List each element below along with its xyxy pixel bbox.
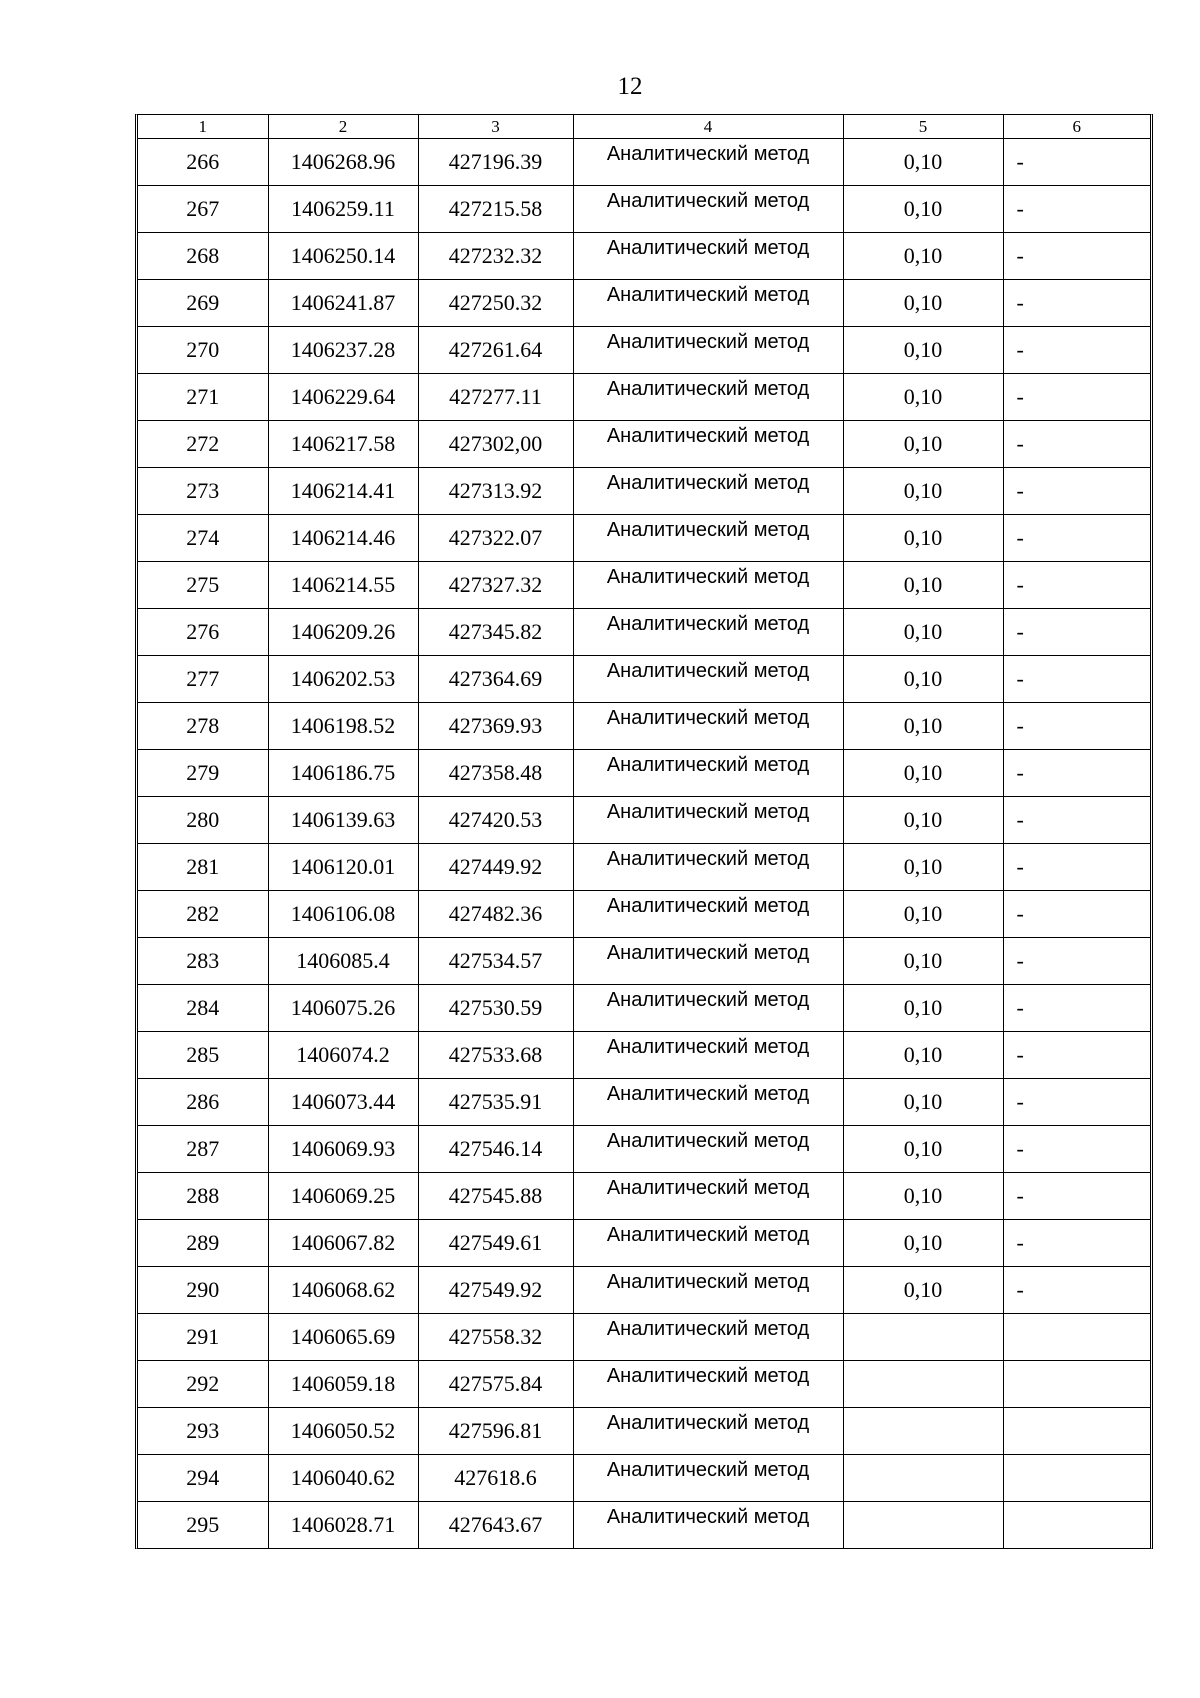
x-coordinate-cell: 1406268.96 <box>268 139 418 186</box>
method-cell: Аналитический метод <box>573 233 843 280</box>
method-cell: Аналитический метод <box>573 656 843 703</box>
point-number-cell: 293 <box>138 1408 268 1455</box>
x-coordinate-cell: 1406067.82 <box>268 1220 418 1267</box>
accuracy-cell: 0,10 <box>843 421 1003 468</box>
table-row <box>138 421 1150 468</box>
method-cell: Аналитический метод <box>573 1079 843 1126</box>
y-coordinate-cell: 427482.36 <box>418 891 573 938</box>
table-row <box>138 1032 1150 1079</box>
accuracy-cell: 0,10 <box>843 233 1003 280</box>
accuracy-cell: 0,10 <box>843 985 1003 1032</box>
note-cell: - <box>1003 515 1150 562</box>
table-row <box>138 1314 1150 1361</box>
y-coordinate-cell: 427575.84 <box>418 1361 573 1408</box>
point-number-cell: 287 <box>138 1126 268 1173</box>
note-cell <box>1003 1502 1150 1549</box>
note-cell: - <box>1003 1079 1150 1126</box>
note-cell: - <box>1003 280 1150 327</box>
note-cell: - <box>1003 327 1150 374</box>
note-cell <box>1003 1408 1150 1455</box>
point-number-cell: 277 <box>138 656 268 703</box>
y-coordinate-cell: 427196.39 <box>418 139 573 186</box>
x-coordinate-cell: 1406186.75 <box>268 750 418 797</box>
y-coordinate-cell: 427545.88 <box>418 1173 573 1220</box>
method-cell: Аналитический метод <box>573 844 843 891</box>
table-row <box>138 1079 1150 1126</box>
table-row <box>138 656 1150 703</box>
method-cell: Аналитический метод <box>573 515 843 562</box>
table-row <box>138 844 1150 891</box>
point-number-cell: 267 <box>138 186 268 233</box>
accuracy-cell: 0,10 <box>843 609 1003 656</box>
method-cell: Аналитический метод <box>573 938 843 985</box>
column-header: 3 <box>418 115 573 139</box>
y-coordinate-cell: 427215.58 <box>418 186 573 233</box>
accuracy-cell: 0,10 <box>843 1079 1003 1126</box>
note-cell: - <box>1003 844 1150 891</box>
point-number-cell: 284 <box>138 985 268 1032</box>
table-row <box>138 1173 1150 1220</box>
note-cell: - <box>1003 1126 1150 1173</box>
accuracy-cell: 0,10 <box>843 468 1003 515</box>
accuracy-cell: 0,10 <box>843 891 1003 938</box>
note-cell <box>1003 1361 1150 1408</box>
accuracy-cell: 0,10 <box>843 327 1003 374</box>
point-number-cell: 266 <box>138 139 268 186</box>
table-row <box>138 1455 1150 1502</box>
y-coordinate-cell: 427322.07 <box>418 515 573 562</box>
note-cell: - <box>1003 1032 1150 1079</box>
note-cell: - <box>1003 468 1150 515</box>
accuracy-cell: 0,10 <box>843 750 1003 797</box>
point-number-cell: 273 <box>138 468 268 515</box>
note-cell: - <box>1003 562 1150 609</box>
x-coordinate-cell: 1406085.4 <box>268 938 418 985</box>
note-cell <box>1003 1314 1150 1361</box>
note-cell: - <box>1003 797 1150 844</box>
point-number-cell: 289 <box>138 1220 268 1267</box>
accuracy-cell: 0,10 <box>843 656 1003 703</box>
table-row <box>138 186 1150 233</box>
point-number-cell: 279 <box>138 750 268 797</box>
column-header: 5 <box>843 115 1003 139</box>
method-cell: Аналитический метод <box>573 468 843 515</box>
method-cell: Аналитический метод <box>573 1173 843 1220</box>
accuracy-cell: 0,10 <box>843 139 1003 186</box>
table-row <box>138 1267 1150 1314</box>
point-number-cell: 283 <box>138 938 268 985</box>
note-cell: - <box>1003 233 1150 280</box>
note-cell: - <box>1003 985 1150 1032</box>
x-coordinate-cell: 1406214.46 <box>268 515 418 562</box>
y-coordinate-cell: 427558.32 <box>418 1314 573 1361</box>
point-number-cell: 268 <box>138 233 268 280</box>
table-row <box>138 1220 1150 1267</box>
method-cell: Аналитический метод <box>573 327 843 374</box>
y-coordinate-cell: 427420.53 <box>418 797 573 844</box>
x-coordinate-cell: 1406209.26 <box>268 609 418 656</box>
accuracy-cell: 0,10 <box>843 938 1003 985</box>
x-coordinate-cell: 1406074.2 <box>268 1032 418 1079</box>
method-cell: Аналитический метод <box>573 1220 843 1267</box>
note-cell: - <box>1003 703 1150 750</box>
table-row <box>138 1502 1150 1549</box>
y-coordinate-cell: 427369.93 <box>418 703 573 750</box>
y-coordinate-cell: 427535.91 <box>418 1079 573 1126</box>
coordinates-table <box>135 114 1153 1549</box>
x-coordinate-cell: 1406237.28 <box>268 327 418 374</box>
x-coordinate-cell: 1406073.44 <box>268 1079 418 1126</box>
page-number: 12 <box>617 73 643 100</box>
accuracy-cell: 0,10 <box>843 374 1003 421</box>
x-coordinate-cell: 1406028.71 <box>268 1502 418 1549</box>
accuracy-cell: 0,10 <box>843 562 1003 609</box>
method-cell: Аналитический метод <box>573 1502 843 1549</box>
method-cell: Аналитический метод <box>573 750 843 797</box>
method-cell: Аналитический метод <box>573 280 843 327</box>
accuracy-cell: 0,10 <box>843 1267 1003 1314</box>
y-coordinate-cell: 427313.92 <box>418 468 573 515</box>
method-cell: Аналитический метод <box>573 421 843 468</box>
table-row <box>138 327 1150 374</box>
point-number-cell: 270 <box>138 327 268 374</box>
point-number-cell: 274 <box>138 515 268 562</box>
accuracy-cell: 0,10 <box>843 1126 1003 1173</box>
x-coordinate-cell: 1406050.52 <box>268 1408 418 1455</box>
x-coordinate-cell: 1406068.62 <box>268 1267 418 1314</box>
table-row <box>138 891 1150 938</box>
method-cell: Аналитический метод <box>573 985 843 1032</box>
accuracy-cell: 0,10 <box>843 844 1003 891</box>
y-coordinate-cell: 427596.81 <box>418 1408 573 1455</box>
table-row <box>138 374 1150 421</box>
accuracy-cell: 0,10 <box>843 515 1003 562</box>
method-cell: Аналитический метод <box>573 374 843 421</box>
point-number-cell: 272 <box>138 421 268 468</box>
point-number-cell: 276 <box>138 609 268 656</box>
table-header-row <box>138 115 1150 139</box>
method-cell: Аналитический метод <box>573 1126 843 1173</box>
accuracy-cell <box>843 1502 1003 1549</box>
note-cell: - <box>1003 421 1150 468</box>
y-coordinate-cell: 427618.6 <box>418 1455 573 1502</box>
x-coordinate-cell: 1406139.63 <box>268 797 418 844</box>
point-number-cell: 290 <box>138 1267 268 1314</box>
table-row <box>138 515 1150 562</box>
x-coordinate-cell: 1406241.87 <box>268 280 418 327</box>
accuracy-cell: 0,10 <box>843 1173 1003 1220</box>
method-cell: Аналитический метод <box>573 1314 843 1361</box>
y-coordinate-cell: 427302,00 <box>418 421 573 468</box>
point-number-cell: 282 <box>138 891 268 938</box>
note-cell: - <box>1003 891 1150 938</box>
y-coordinate-cell: 427549.92 <box>418 1267 573 1314</box>
y-coordinate-cell: 427232.32 <box>418 233 573 280</box>
accuracy-cell: 0,10 <box>843 280 1003 327</box>
table-row <box>138 1361 1150 1408</box>
x-coordinate-cell: 1406120.01 <box>268 844 418 891</box>
method-cell: Аналитический метод <box>573 797 843 844</box>
note-cell: - <box>1003 609 1150 656</box>
accuracy-cell <box>843 1361 1003 1408</box>
x-coordinate-cell: 1406229.64 <box>268 374 418 421</box>
table-row <box>138 609 1150 656</box>
y-coordinate-cell: 427533.68 <box>418 1032 573 1079</box>
point-number-cell: 269 <box>138 280 268 327</box>
x-coordinate-cell: 1406040.62 <box>268 1455 418 1502</box>
point-number-cell: 294 <box>138 1455 268 1502</box>
x-coordinate-cell: 1406217.58 <box>268 421 418 468</box>
y-coordinate-cell: 427345.82 <box>418 609 573 656</box>
method-cell: Аналитический метод <box>573 186 843 233</box>
column-header: 2 <box>268 115 418 139</box>
table-row <box>138 703 1150 750</box>
note-cell: - <box>1003 139 1150 186</box>
x-coordinate-cell: 1406059.18 <box>268 1361 418 1408</box>
table-row <box>138 233 1150 280</box>
point-number-cell: 278 <box>138 703 268 750</box>
table-row <box>138 985 1150 1032</box>
accuracy-cell <box>843 1408 1003 1455</box>
y-coordinate-cell: 427250.32 <box>418 280 573 327</box>
note-cell: - <box>1003 186 1150 233</box>
note-cell: - <box>1003 1220 1150 1267</box>
method-cell: Аналитический метод <box>573 703 843 750</box>
method-cell: Аналитический метод <box>573 1361 843 1408</box>
x-coordinate-cell: 1406214.55 <box>268 562 418 609</box>
y-coordinate-cell: 427364.69 <box>418 656 573 703</box>
method-cell: Аналитический метод <box>573 1455 843 1502</box>
method-cell: Аналитический метод <box>573 891 843 938</box>
x-coordinate-cell: 1406075.26 <box>268 985 418 1032</box>
x-coordinate-cell: 1406214.41 <box>268 468 418 515</box>
note-cell: - <box>1003 938 1150 985</box>
point-number-cell: 286 <box>138 1079 268 1126</box>
point-number-cell: 281 <box>138 844 268 891</box>
y-coordinate-cell: 427534.57 <box>418 938 573 985</box>
y-coordinate-cell: 427358.48 <box>418 750 573 797</box>
method-cell: Аналитический метод <box>573 609 843 656</box>
note-cell: - <box>1003 750 1150 797</box>
table-row <box>138 1408 1150 1455</box>
x-coordinate-cell: 1406198.52 <box>268 703 418 750</box>
method-cell: Аналитический метод <box>573 139 843 186</box>
table-row <box>138 1126 1150 1173</box>
table-row <box>138 139 1150 186</box>
accuracy-cell: 0,10 <box>843 186 1003 233</box>
point-number-cell: 288 <box>138 1173 268 1220</box>
column-header: 1 <box>138 115 268 139</box>
method-cell: Аналитический метод <box>573 562 843 609</box>
point-number-cell: 280 <box>138 797 268 844</box>
x-coordinate-cell: 1406259.11 <box>268 186 418 233</box>
x-coordinate-cell: 1406202.53 <box>268 656 418 703</box>
y-coordinate-cell: 427546.14 <box>418 1126 573 1173</box>
accuracy-cell: 0,10 <box>843 1032 1003 1079</box>
y-coordinate-cell: 427449.92 <box>418 844 573 891</box>
x-coordinate-cell: 1406065.69 <box>268 1314 418 1361</box>
accuracy-cell: 0,10 <box>843 1220 1003 1267</box>
point-number-cell: 275 <box>138 562 268 609</box>
method-cell: Аналитический метод <box>573 1267 843 1314</box>
table-row <box>138 750 1150 797</box>
column-header: 6 <box>1003 115 1150 139</box>
method-cell: Аналитический метод <box>573 1408 843 1455</box>
table-row <box>138 280 1150 327</box>
y-coordinate-cell: 427277.11 <box>418 374 573 421</box>
note-cell: - <box>1003 374 1150 421</box>
method-cell: Аналитический метод <box>573 1032 843 1079</box>
point-number-cell: 285 <box>138 1032 268 1079</box>
column-header: 4 <box>573 115 843 139</box>
y-coordinate-cell: 427261.64 <box>418 327 573 374</box>
accuracy-cell <box>843 1314 1003 1361</box>
point-number-cell: 292 <box>138 1361 268 1408</box>
x-coordinate-cell: 1406069.93 <box>268 1126 418 1173</box>
x-coordinate-cell: 1406106.08 <box>268 891 418 938</box>
accuracy-cell: 0,10 <box>843 797 1003 844</box>
note-cell: - <box>1003 1267 1150 1314</box>
x-coordinate-cell: 1406069.25 <box>268 1173 418 1220</box>
note-cell <box>1003 1455 1150 1502</box>
table-row <box>138 797 1150 844</box>
point-number-cell: 271 <box>138 374 268 421</box>
y-coordinate-cell: 427643.67 <box>418 1502 573 1549</box>
y-coordinate-cell: 427327.32 <box>418 562 573 609</box>
table-row <box>138 468 1150 515</box>
y-coordinate-cell: 427549.61 <box>418 1220 573 1267</box>
table-row <box>138 562 1150 609</box>
y-coordinate-cell: 427530.59 <box>418 985 573 1032</box>
point-number-cell: 291 <box>138 1314 268 1361</box>
note-cell: - <box>1003 656 1150 703</box>
accuracy-cell <box>843 1455 1003 1502</box>
accuracy-cell: 0,10 <box>843 703 1003 750</box>
x-coordinate-cell: 1406250.14 <box>268 233 418 280</box>
table-row <box>138 938 1150 985</box>
point-number-cell: 295 <box>138 1502 268 1549</box>
note-cell: - <box>1003 1173 1150 1220</box>
